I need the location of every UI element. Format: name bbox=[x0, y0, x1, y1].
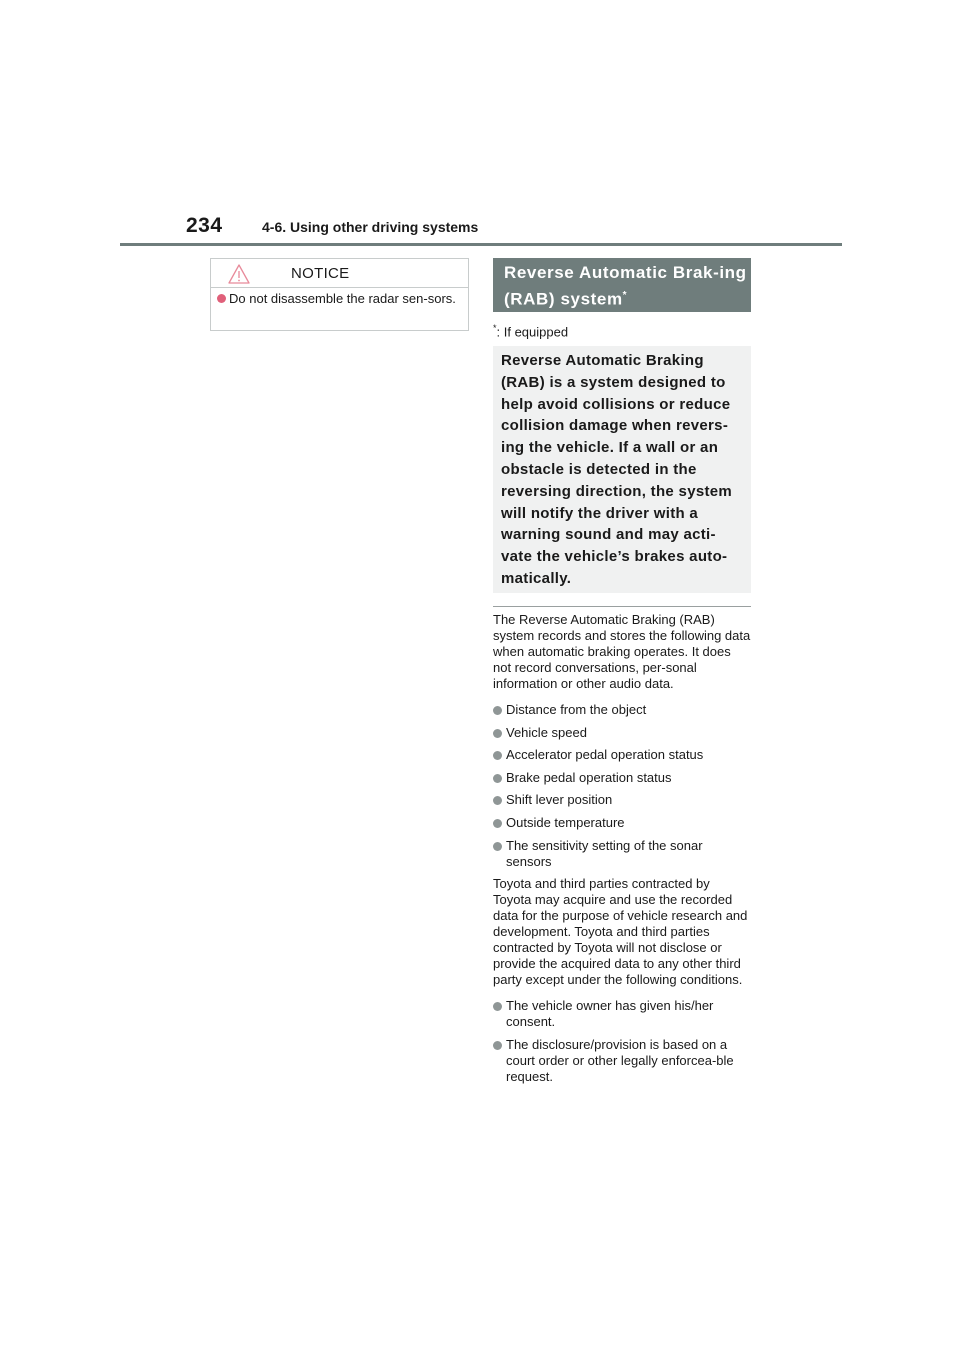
data-recording-paragraph: The Reverse Automatic Braking (RAB) system records and stores the following data when automatic braking operates. It does not record conversations, per-sonal information or other audio data. bbox=[493, 612, 751, 691]
header-rule bbox=[120, 243, 842, 246]
bullet-icon bbox=[493, 819, 502, 828]
bullet-icon bbox=[493, 774, 502, 783]
list-item: Accelerator pedal operation status bbox=[493, 747, 751, 763]
bullet-icon bbox=[493, 842, 502, 851]
list-item: Vehicle speed bbox=[493, 725, 751, 741]
list-item: The sensitivity setting of the sonar sensors bbox=[493, 838, 751, 870]
section-title: 4-6. Using other driving systems bbox=[262, 219, 479, 235]
notice-title: NOTICE bbox=[291, 265, 350, 282]
list-item: Outside temperature bbox=[493, 815, 751, 831]
recorded-data-list bbox=[493, 702, 751, 870]
rab-banner-title: Reverse Automatic Brak-ing (RAB) system bbox=[504, 263, 747, 309]
page-number: 234 bbox=[186, 214, 223, 237]
list-item: Distance from the object bbox=[493, 702, 751, 718]
bullet-icon bbox=[493, 729, 502, 738]
list-item: The disclosure/provision is based on a court order or other legally enforcea-ble request. bbox=[493, 1037, 751, 1085]
data-usage-paragraph: Toyota and third parties contracted by Toyota may acquire and use the recorded data for the purpose of vehicle research and development. Toyota and third parties contracted by Toyota will not disclose or provide the acquired data to any other third party except under the following conditions. bbox=[493, 876, 748, 988]
list-item: Brake pedal operation status bbox=[493, 770, 751, 786]
bullet-icon bbox=[493, 751, 502, 760]
content-rule bbox=[493, 606, 751, 607]
bullet-icon bbox=[493, 796, 502, 805]
warning-triangle-icon bbox=[227, 263, 251, 285]
intro-text: Reverse Automatic Braking (RAB) is a system designed to help avoid collisions or reduce collision damage when revers-ing the vehicle. If a wall or an obstacle is detected in the reversing direction, the system will notify the driver with a warning sound and may acti-vate the vehicle’s brakes auto-matically. bbox=[501, 352, 733, 587]
notice-box bbox=[210, 258, 469, 331]
bullet-icon bbox=[493, 706, 502, 715]
footnote-marker: * bbox=[493, 323, 497, 333]
disclosure-conditions-list bbox=[493, 998, 751, 1085]
list-item: Shift lever position bbox=[493, 792, 751, 808]
rab-section-banner bbox=[493, 258, 751, 312]
intro-box bbox=[493, 346, 751, 593]
body-text bbox=[493, 612, 751, 1091]
notice-header bbox=[211, 259, 468, 288]
list-item: The vehicle owner has given his/her consent. bbox=[493, 998, 751, 1030]
footnote bbox=[493, 323, 568, 339]
rab-banner-marker: * bbox=[622, 290, 628, 301]
bullet-icon bbox=[493, 1041, 502, 1050]
notice-item-text: Do not disassemble the radar sen-sors. bbox=[229, 291, 456, 306]
bullet-icon bbox=[217, 294, 226, 303]
bullet-icon bbox=[493, 1002, 502, 1011]
footnote-text: : If equipped bbox=[496, 324, 569, 340]
notice-item bbox=[217, 291, 461, 306]
